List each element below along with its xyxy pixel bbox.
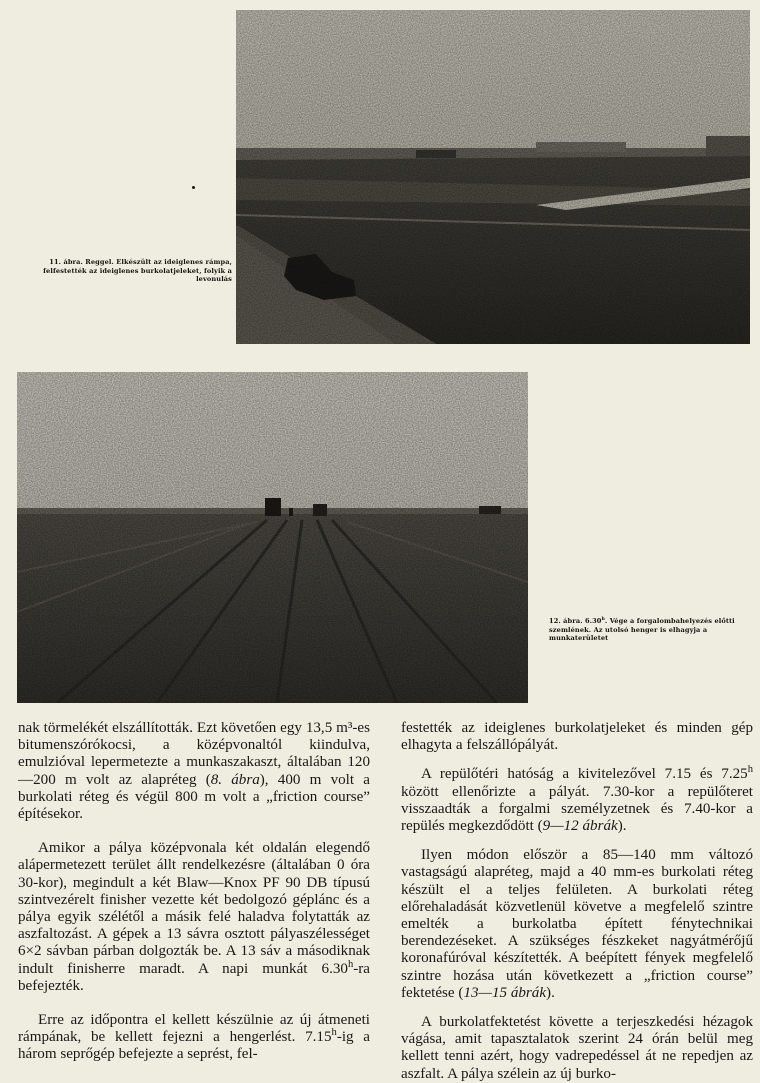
right-paragraph-4: A burkolatfektetést követte a terjeszkedési hézagok vágása, amit tapasztalatok szerint 24 órán belül meg kellett tenni azért, hogy vadrepedéssel át ne repedjen az aszfalt. A pálya szélein az új burko- (401, 1014, 753, 1082)
right-p3-figure-ref: 13—15 ábrák (463, 984, 547, 1001)
figure-12-caption-post: . Vége a forgalombahelyezés előtti szemlének. Az utolsó henger is elhagyja a munkaterületet (549, 617, 735, 643)
right-p2-text: A repülőtéri hatóság a kivitelezővel 7.15 és 7.25 (421, 766, 748, 783)
figure-11-photo (236, 10, 750, 344)
left-p3-text: Erre az időpontra el kellett készülnie az új átmeneti rámpának, be kellett fejezni a hengerlést. 7.15 (18, 1012, 370, 1046)
figure-11-caption: 11. ábra. Reggel. Elkészült az ideiglenes rámpa, felfestették az ideiglenes burkolatjeleket, folyik a levonulás (43, 258, 232, 284)
right-p2-sup: h (747, 764, 753, 776)
left-column (18, 720, 370, 1064)
left-p3-end: -ig a három seprőgép befejezte a seprést, fel- (18, 1029, 370, 1063)
right-p2-mid: között ellenőrizte a pályát. 7.30-kor a repülőteret visszaadták a forgalmi személyzetnek és 7.40-kor a repülés megkezdődött ( (401, 783, 753, 835)
stray-dot (192, 186, 195, 189)
figure-12-caption-pre: 12. ábra. 6.30 (549, 617, 602, 625)
figure-12-photo (17, 372, 528, 703)
right-paragraph-2 (401, 766, 753, 835)
right-p3-text: Ilyen módon először a 85—140 mm változó vastagságú alapréteg, majd a 40 mm-es burkolati réteg készült el a teljes felületen. A burkolati réteg előrehaladását közvetlenül követve a megfelelő szintre emelték a burkolatba épített fénytechnikai berendezéseket. A szükséges fészkeket nagyátmérőjű koronafúróval készítették. A beépített fények megfelelő szintre hozása után következett a „friction course” fektetése ( (401, 847, 753, 1001)
left-paragraph-3 (18, 1012, 370, 1064)
left-paragraph-2 (18, 840, 370, 995)
left-paragraph-1 (18, 720, 370, 823)
right-p3-end: ). (546, 984, 555, 1001)
left-p2-sup: h (347, 958, 354, 970)
right-paragraph-1: festették az ideiglenes burkolatjeleket és minden gép elhagyta a felszállópályát. (401, 720, 753, 754)
figure-12-caption-sup: h (601, 616, 605, 622)
right-column (401, 720, 753, 1083)
left-p1-end: ), 400 m volt a burkolati réteg és végül 800 m volt a „friction course” építésekor. (18, 771, 370, 823)
right-p2-figure-ref: 9—12 ábrák (542, 818, 618, 835)
left-p3-sup: h (331, 1027, 337, 1039)
left-p1-figure-ref: 8. ábra (210, 771, 260, 788)
right-p2-end: ). (617, 818, 627, 835)
left-p2-end: -ra befejezték. (18, 960, 370, 994)
figure-12-caption (549, 617, 757, 643)
left-p2-text: Amikor a pálya középvonala két oldalán elegendő alápermetezett terület állt rendelkezésre (általában 0 óra 30-kor), megindult a két Blaw—Knox PF 90 DB típusú szintvezérelt finisher vezette két bedolgozó géplánc és a pálya egyik szélétől a másik felé haladva folytatták az aszfaltozást. A gépek a 13 sávra osztott pályaszélességet 6×2 sávban párban dolgozták be. A 13 sáv a másodiknak indult finisherre maradt. A napi munkát 6.30 (18, 840, 370, 977)
right-paragraph-3 (401, 847, 753, 1002)
left-p1-text: nak törmelékét elszállították. Ezt követően egy 13,5 m³-es bitumenszórókocsi, a középvonaltól kiindulva, emulzióval lepermetezte a munkaszakaszt, általában 120—200 m volt az alapréteg ( (18, 720, 370, 788)
